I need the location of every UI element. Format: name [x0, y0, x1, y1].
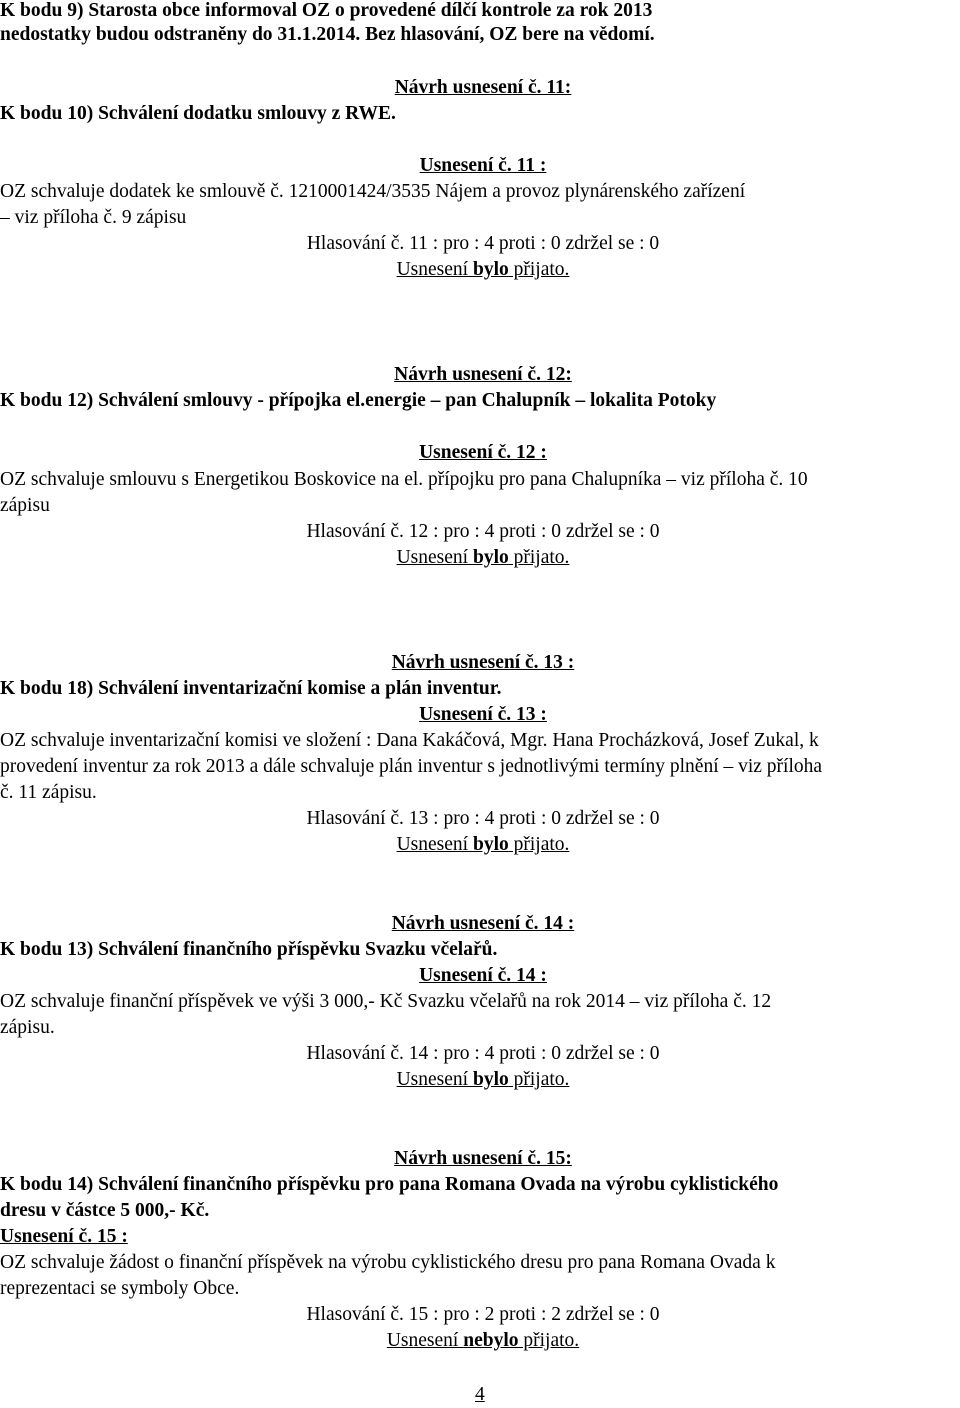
- resolution-14-heading: Usnesení č. 14 :: [419, 965, 547, 986]
- result-12: [0, 545, 960, 571]
- page-number: 4: [475, 1384, 485, 1405]
- resolution-11-text-1: OZ schvaluje dodatek ke smlouvě č. 1210001424/3535 Nájem a provoz plynárenského zařízení: [0, 181, 746, 202]
- result-15-b: nebylo: [463, 1330, 519, 1351]
- resolution-12-heading: Usnesení č. 12 :: [419, 442, 547, 463]
- result-13-c: přijato.: [508, 834, 570, 855]
- proposal-12-heading: Návrh usnesení č. 12:: [394, 364, 572, 385]
- result-15-a: Usnesení: [386, 1330, 464, 1351]
- resolution-14-text-2: zápisu.: [0, 1017, 55, 1038]
- resolution-13-heading: Usnesení č. 13 :: [419, 704, 547, 725]
- result-14: [0, 1067, 960, 1093]
- result-12-a: Usnesení: [396, 547, 473, 568]
- resolution-15-heading: Usnesení č. 15 :: [0, 1226, 128, 1247]
- resolution-15-text-2: reprezentaci se symboly Obce.: [0, 1278, 240, 1299]
- result-11: [0, 257, 960, 283]
- resolution-13-text-3: č. 11 zápisu.: [0, 782, 97, 803]
- result-11-a: Usnesení: [396, 259, 473, 280]
- resolution-12-text-2: zápisu: [0, 495, 50, 516]
- resolution-13-text-2: provedení inventur za rok 2013 a dále schvaluje plán inventur s jednotlivými termíny plnění – viz příloha: [0, 756, 823, 777]
- result-13-a: Usnesení: [396, 834, 473, 855]
- result-12-c: přijato.: [508, 547, 570, 568]
- intro-line-1: K bodu 9) Starosta obce informoval OZ o provedené dílčí kontrole za rok 2013: [0, 0, 653, 21]
- result-15: [0, 1328, 960, 1354]
- item-14-title-1: K bodu 14) Schválení finančního příspěvku pro pana Romana Ovada na výrobu cyklistického: [0, 1174, 779, 1195]
- result-15-c: přijato.: [518, 1330, 580, 1351]
- result-12-b: bylo: [472, 547, 509, 568]
- resolution-15-text-1: OZ schvaluje žádost o finanční příspěvek na výrobu cyklistického dresu pro pana Romana Ovada k: [0, 1252, 776, 1273]
- proposal-11-heading: Návrh usnesení č. 11:: [394, 77, 572, 98]
- resolution-14-text-1: OZ schvaluje finanční příspěvek ve výši 3 000,- Kč Svazku včelařů na rok 2014 – viz příloha č. 12: [0, 991, 772, 1012]
- result-14-a: Usnesení: [396, 1069, 473, 1090]
- resolution-11-heading: Usnesení č. 11 :: [419, 155, 547, 176]
- vote-11: Hlasování č. 11 : pro : 4 proti : 0 zdržel se : 0: [306, 233, 660, 254]
- resolution-12-text-1: OZ schvaluje smlouvu s Energetikou Boskovice na el. přípojku pro pana Chalupníka – viz příloha č. 10: [0, 469, 808, 490]
- vote-12: Hlasování č. 12 : pro : 4 proti : 0 zdržel se : 0: [306, 521, 660, 542]
- intro-line-2: nedostatky budou odstraněny do 31.1.2014. Bez hlasování, OZ bere na vědomí.: [0, 24, 655, 45]
- result-13-b: bylo: [472, 834, 509, 855]
- vote-13: Hlasování č. 13 : pro : 4 proti : 0 zdržel se : 0: [306, 808, 660, 829]
- result-11-b: bylo: [472, 259, 509, 280]
- item-13-title: K bodu 13) Schválení finančního příspěvku Svazku včelařů.: [0, 939, 498, 960]
- item-18-title: K bodu 18) Schválení inventarizační komise a plán inventur.: [0, 678, 502, 699]
- item-12-title: K bodu 12) Schválení smlouvy - přípojka el.energie – pan Chalupník – lokalita Potoky: [0, 390, 717, 411]
- result-11-c: přijato.: [508, 259, 570, 280]
- vote-14: Hlasování č. 14 : pro : 4 proti : 0 zdržel se : 0: [306, 1043, 660, 1064]
- result-14-c: přijato.: [508, 1069, 570, 1090]
- result-14-b: bylo: [472, 1069, 509, 1090]
- result-13: [0, 832, 960, 858]
- item-14-title-2: dresu v částce 5 000,- Kč.: [0, 1200, 210, 1221]
- proposal-15-heading: Návrh usnesení č. 15:: [394, 1148, 572, 1169]
- vote-15: Hlasování č. 15 : pro : 2 proti : 2 zdržel se : 0: [306, 1304, 660, 1325]
- resolution-11-text-2: – viz příloha č. 9 zápisu: [0, 207, 187, 228]
- item-10-title: K bodu 10) Schválení dodatku smlouvy z RWE.: [0, 103, 396, 124]
- proposal-13-heading: Návrh usnesení č. 13 :: [391, 652, 575, 673]
- resolution-13-text-1: OZ schvaluje inventarizační komisi ve složení : Dana Kakáčová, Mgr. Hana Procházková, Josef Zukal, k: [0, 730, 819, 751]
- proposal-14-heading: Návrh usnesení č. 14 :: [391, 913, 575, 934]
